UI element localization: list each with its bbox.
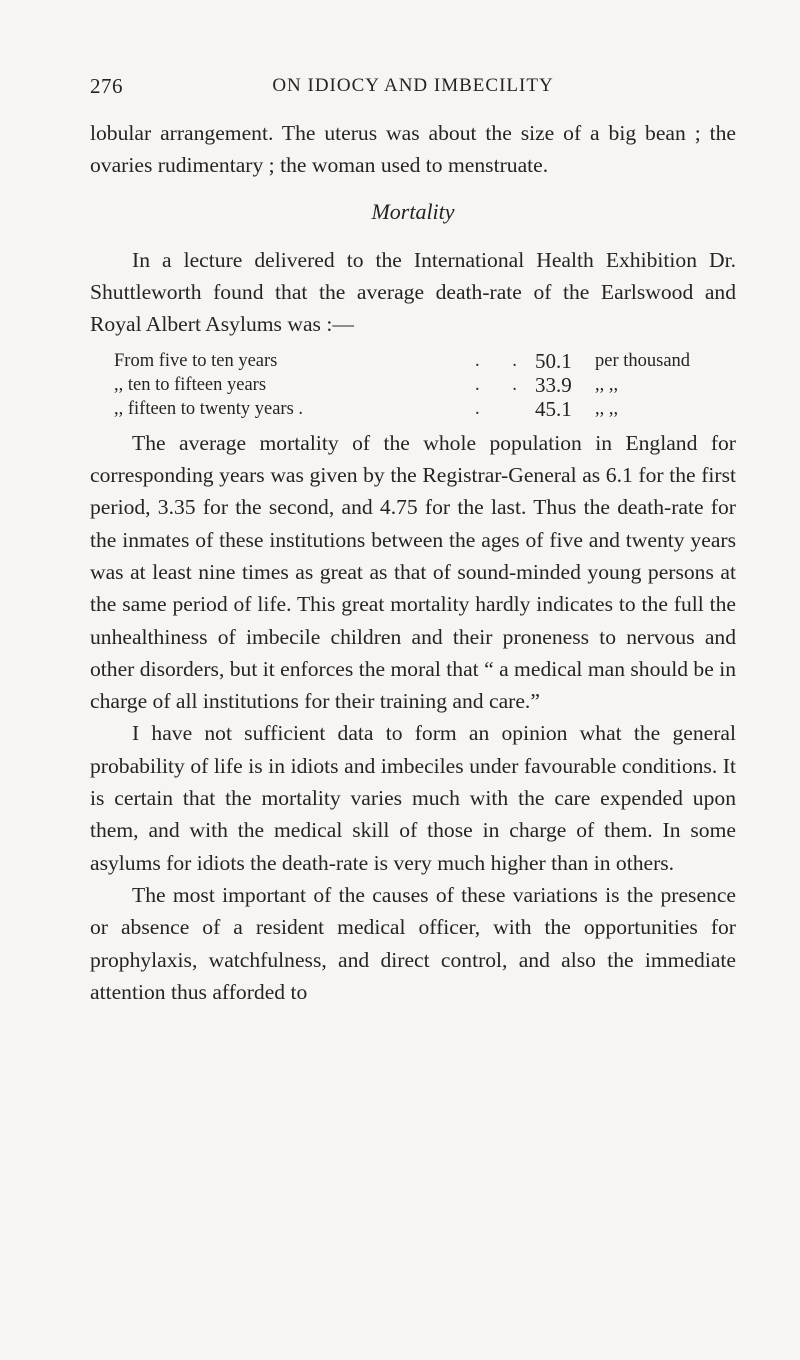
table-row (90, 373, 736, 397)
death-rate-value: 33.9 (535, 372, 572, 397)
section-title: Mortality (371, 198, 455, 224)
body-text (90, 117, 736, 1008)
paragraph-3: The average mortality of the whole population in England for corresponding years was given by the Registrar-General as 6.1 for the first period, 3.35 for the second, and 4.75 for the last. Thus the death-rate for the inmates of these institutions between the ages of five and twenty years was at least nine times as great as that of sound-minded young persons at the same period of life. This great mortality hardly indicates to the full the unhealthiness of imbecile children and their proneness to nervous and other disorders, but it enforces the moral that “ a medical man should be in charge of all institutions for their training and care.” (90, 430, 736, 714)
table-row (90, 397, 736, 421)
running-title: ON IDIOCY AND IMBECILITY (272, 75, 554, 96)
paragraph-5: The most important of the causes of these variations is the presence or absence of a resident medical officer, with the opportunities for prophylaxis, watchfulness, and direct control, and also the immediate attention thus afforded to (90, 882, 736, 1004)
page-number: 276 (90, 74, 123, 98)
paragraph-2: In a lecture delivered to the International Health Exhibition Dr. Shuttleworth found that the average death-rate of the Earlswood and Royal Albert Asylums was :— (90, 247, 736, 337)
leader-dots: . . (475, 350, 531, 371)
page-header (90, 74, 736, 102)
table-row (90, 349, 736, 373)
rate-unit: per thousand (595, 350, 691, 371)
age-range-label: From five to ten years (114, 350, 278, 371)
rate-unit: ,, ,, (595, 398, 619, 419)
leader-dots: . (475, 398, 494, 419)
leader-dots: . . (475, 374, 531, 395)
age-range-label: ,, ten to fifteen years (114, 374, 267, 395)
rate-unit: ,, ,, (595, 374, 619, 395)
paragraph-1: lobular arrangement. The uterus was about the size of a big bean ; the ovaries rudimentary ; the woman used to menstruate. (90, 121, 736, 178)
paragraph-4: I have not sufficient data to form an opinion what the general probability of life is in idiots and imbeciles under favourable conditions. It is certain that the mortality varies much with the care expended upon them, and with the medical skill of those in charge of them. In some asylums for idiots the death-rate is very much higher than in others. (90, 721, 736, 875)
mortality-table (90, 349, 736, 421)
death-rate-value: 45.1 (535, 396, 572, 421)
age-range-label: ,, fifteen to twenty years . (114, 398, 304, 419)
death-rate-value: 50.1 (535, 348, 572, 373)
